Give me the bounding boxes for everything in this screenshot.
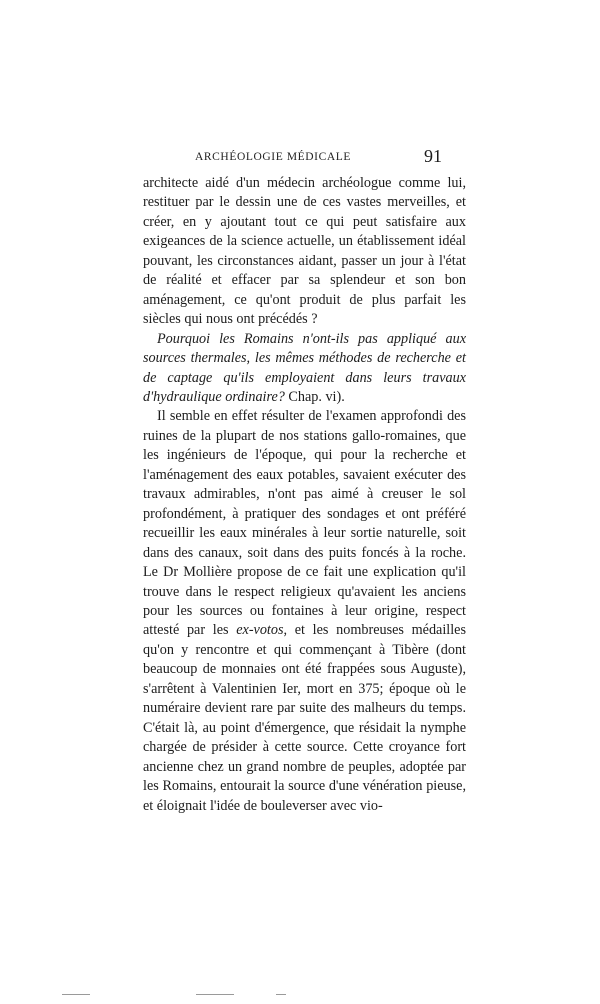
paragraph-text-part-1: Il semble en effet résulter de l'examen approfondi des ruines de la plupart de nos stations gallo-romaines, que les ingénieurs de l'époque, qui pour la recherche et l'aménagement des eaux potables, savaient exécuter des travaux admirables, n'ont pas aimé à creuser le sol profondément, à pratiquer des sondages et ont préféré recueillir les eaux minérales à leur sortie naturelle, soit dans des canaux, soit dans des puits foncés à la roche. Le Dr Mollière propose de ce fait une explication qu'il trouve dans le respect religieux qu'avaient les anciens pour les sources ou fontaines à leur origine, respect attesté par les: [143, 408, 466, 639]
italic-ex-votos: ex-votos: [236, 622, 284, 639]
scan-mark: [196, 994, 234, 995]
chapter-reference: Chap. vi).: [284, 388, 345, 405]
body-text: [143, 174, 466, 816]
paragraph-question: [143, 330, 466, 408]
scan-edge-marks: [0, 994, 600, 998]
paragraph-continuation: architecte aidé d'un médecin archéologue comme lui, restituer par le dessin une de ces vastes merveilles, et créer, en y ajoutant tout ce qui peut satisfaire aux exigeances de la science actuelle, un établissement idéal pouvant, les circonstances aidant, passer un jour à l'état de réalité et effacer par sa splendeur et son bon aménagement, ce qu'ont produit de plus parfait les siècles qui nous ont précédés ?: [143, 175, 466, 328]
paragraph-text-part-2: , et les nombreuses médailles qu'on y rencontre et qui commençant à Tibère (dont beaucoup de monnaies ont été frappées sous Auguste), s'arrêtent à Valentinien Ier, mort en 375; époque où le numéraire devient rare par suite des malheurs du temps. C'était là, au point d'émergence, que résidait la nymphe chargée de présider à cette source. Cette croyance fort ancienne chez un grand nombre de peuples, adoptée par les Romains, entourait la source d'une vénération pieuse, et éloignait l'idée de bouleverser avec vio-: [143, 622, 466, 814]
scan-mark: [62, 994, 90, 995]
scan-mark: [276, 994, 286, 995]
page-number: 91: [424, 146, 442, 166]
running-head: ARCHÉOLOGIE MÉDICALE: [194, 151, 352, 163]
paragraph-explanation: [143, 407, 466, 816]
italic-question: Pourquoi les Romains n'ont-ils pas appliqué aux sources thermales, les mêmes méthodes de recherche et de captage qu'ils employaient dans leurs travaux d'hydraulique ordinaire?: [143, 330, 466, 405]
